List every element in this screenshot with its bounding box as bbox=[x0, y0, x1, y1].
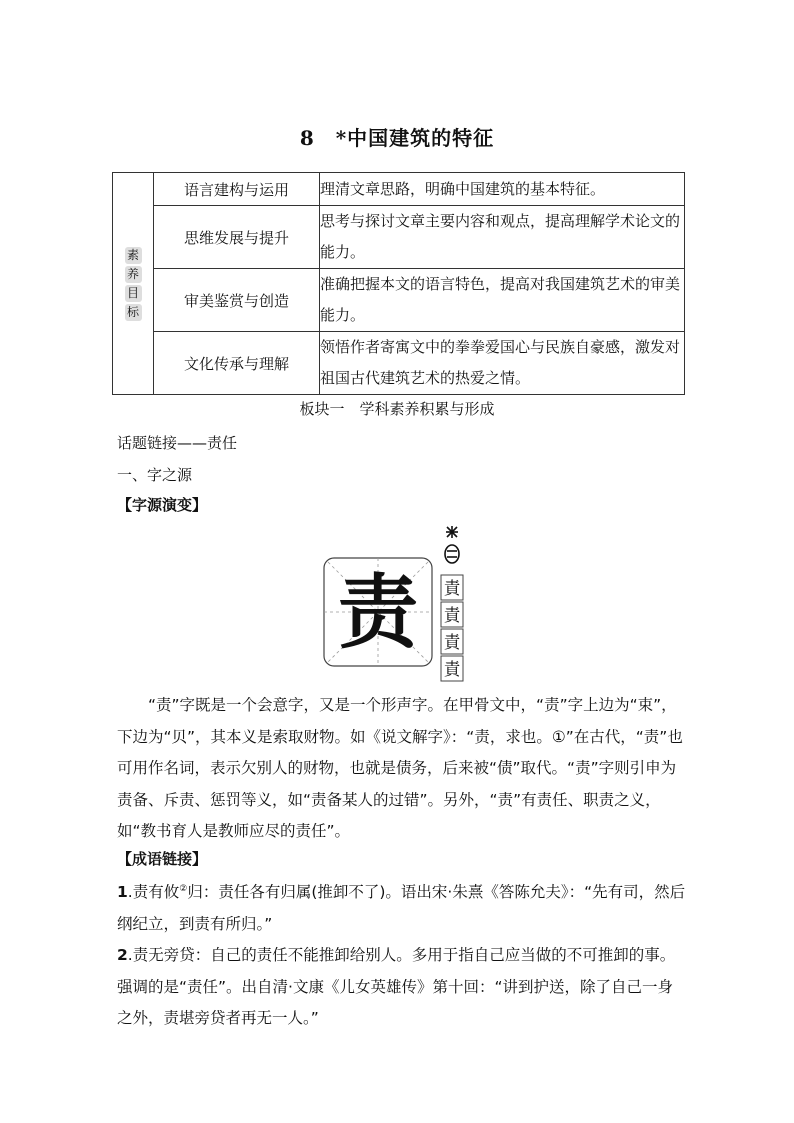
goal-category: 审美鉴赏与创造 bbox=[154, 269, 320, 332]
body-paragraph: “责”字既是一个会意字，又是一个形声字。在甲骨文中，“责”字上边为“束”，下边为“贝”，其本义是索取财物。如《说文解字》：“责，求也。①”在古代，“责”也可用作名词，表示欠别人的财物，也就是债务，后来被“债”取代。“责”字则引申为责备、斥责、惩罚等义，如“责备某人的过错”。另外，“责”有责任、职责之义，如“教书育人是教师应尽的责任”。 bbox=[117, 696, 683, 840]
goals-side-label bbox=[113, 173, 154, 395]
character-evolution-figure bbox=[322, 524, 472, 689]
side-char: 素 bbox=[125, 247, 142, 264]
footnote-marker: ② bbox=[179, 884, 188, 894]
goal-description: 理清文章思路，明确中国建筑的基本特征。 bbox=[320, 173, 685, 206]
idiom-number: 2 bbox=[117, 946, 128, 965]
subheading: 一、字之源 bbox=[117, 466, 193, 484]
section-title: 板块一 学科素养积累与形成 bbox=[299, 400, 495, 418]
side-char: 养 bbox=[125, 266, 142, 283]
character-origin-paragraph bbox=[117, 690, 687, 848]
goal-description: 领悟作者寄寓文中的拳拳爱国心与民族自豪感，激发对祖国古代建筑艺术的热爱之情。 bbox=[320, 332, 685, 395]
variant-glyph: 責 bbox=[443, 660, 461, 680]
idiom-item bbox=[117, 940, 687, 1035]
variant-glyph: 責 bbox=[443, 606, 461, 626]
topic-link: 话题链接——责任 bbox=[117, 434, 238, 452]
idiom-text: 归：责任各有归属(推卸不了)。语出宋·朱熹《答陈允夫》：“先有司，然后纲纪立，到责有所归。” bbox=[117, 883, 686, 933]
side-char: 标 bbox=[125, 304, 142, 321]
goal-description: 思考与探讨文章主要内容和观点，提高理解学术论文的能力。 bbox=[320, 206, 685, 269]
variant-glyph: 責 bbox=[443, 633, 461, 653]
main-character: 责 bbox=[338, 566, 418, 659]
idiom-label: 【成语链接】 bbox=[117, 850, 208, 868]
goal-category: 思维发展与提升 bbox=[154, 206, 320, 269]
page-title: 8 *中国建筑的特征 bbox=[299, 126, 495, 150]
goal-category: 文化传承与理解 bbox=[154, 332, 320, 395]
oracle-bone-glyph bbox=[445, 526, 459, 563]
side-char: 目 bbox=[125, 285, 142, 302]
variant-glyph: 責 bbox=[443, 579, 461, 599]
idiom-text: .责无旁贷：自己的责任不能推卸给别人。多用于指自己应当做的不可推卸的事。强调的是“责任”。出自清·文康《儿女英雄传》第十回：“讲到护送，除了自己一身之外，责堪旁贷者再无一人。” bbox=[117, 946, 676, 1028]
goal-category: 语言建构与运用 bbox=[154, 173, 320, 206]
idiom-text: .责有攸 bbox=[127, 883, 180, 902]
idiom-list bbox=[117, 874, 687, 1035]
goal-description: 准确把握本文的语言特色，提高对我国建筑艺术的审美能力。 bbox=[320, 269, 685, 332]
evolution-label: 【字源演变】 bbox=[117, 496, 208, 514]
idiom-number: 1 bbox=[117, 883, 128, 902]
literacy-goals-table bbox=[112, 172, 685, 395]
idiom-item bbox=[117, 874, 687, 940]
